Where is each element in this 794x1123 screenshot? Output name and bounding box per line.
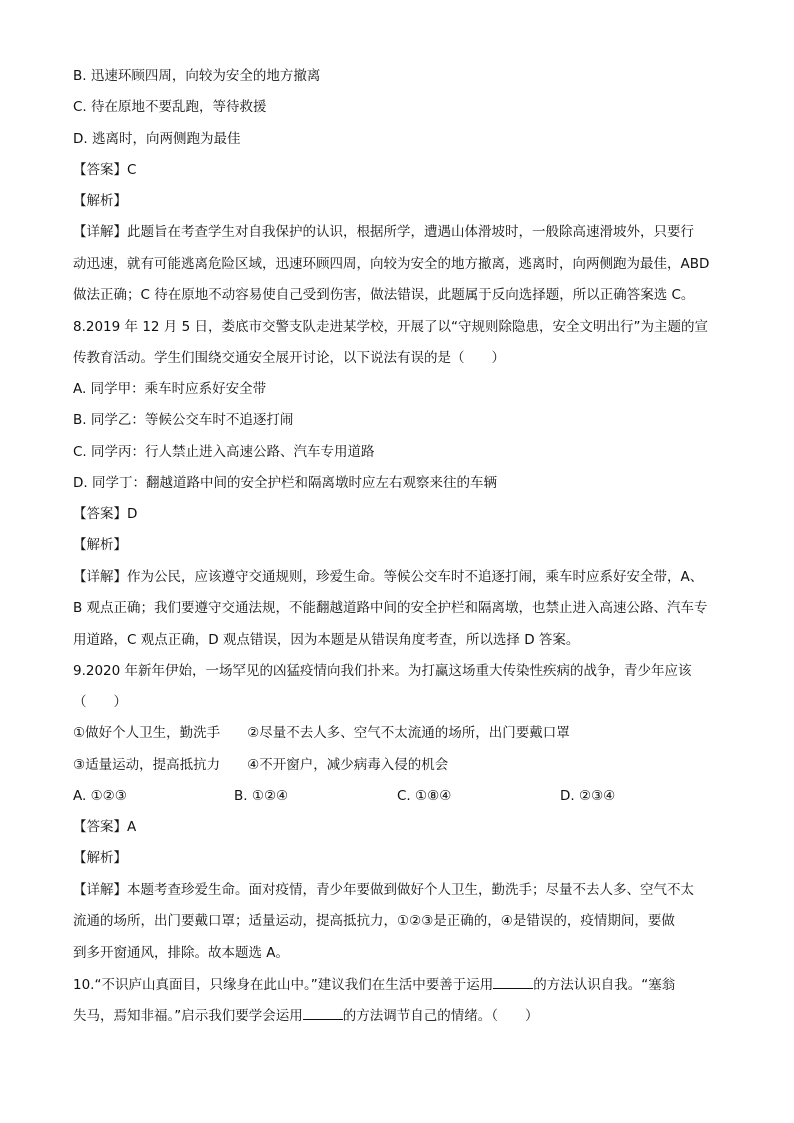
question-10-text: 的方法调节自己的情绪。（ ） (342, 1008, 539, 1024)
answer-blank (303, 1006, 343, 1020)
statement-line: ①做好个人卫生，勤洗手 ②尽量不去人多、空气不太流通的场所，出门要戴口罩 (73, 725, 570, 741)
analysis-heading: 【解析】 (73, 537, 127, 553)
question-8-stem: 传教育活动。学生们围绕交通安全展开讨论，以下说法有误的是（ ） (73, 350, 505, 366)
question-10-text: 10.“不识庐山真面目，只缘身在此山中。”建议我们在生活中要善于运用 (73, 977, 494, 993)
explanation-line: 流通的场所，出门要戴口罩；适量运动，提高抵抗力，①②③是正确的，④是错误的，疫情期间，要做 (73, 913, 675, 929)
option-b-line: B. 迅速环顾四周，向较为安全的地方撤离 (73, 68, 321, 84)
option-c-line: C. 同学丙：行人禁止进入高速公路、汽车专用道路 (73, 444, 375, 460)
option-d-line: D. 同学丁：翻越道路中间的安全护栏和隔离墩时应左右观察来往的车辆 (73, 475, 497, 491)
answer-blank (493, 975, 533, 989)
option-c: C. ①⑧④ (397, 788, 452, 804)
option-a-line: A. 同学甲：乘车时应系好安全带 (73, 381, 267, 397)
question-10-stem (73, 975, 723, 994)
question-10-stem (73, 1006, 723, 1025)
question-10-text: 失马，焉知非福。”启示我们要学会运用 (73, 1008, 303, 1024)
option-a: A. ①②③ (73, 788, 127, 804)
explanation-line: B 观点正确；我们要遵守交通法规，不能翻越道路中间的安全护栏和隔离墩，也禁止进入高速公路、汽车专 (73, 600, 708, 616)
statement-line: ③适量运动，提高抵抗力 ④不开窗户，减少病毒入侵的机会 (73, 757, 449, 773)
option-b-line: B. 同学乙：等候公交车时不追逐打闹 (73, 412, 294, 428)
explanation-line: 【详解】作为公民，应该遵守交通规则，珍爱生命。等候公交车时不追逐打闹，乘车时应系好安全带，A、 (73, 569, 704, 585)
explanation-line: 用道路，C 观点正确，D 观点错误，因为本题是从错误角度考查，所以选择 D 答案。 (73, 632, 580, 648)
explanation-line: 【详解】本题考查珍爱生命。面对疫情，青少年要做到做好个人卫生，勤洗手；尽量不去人多、空气不太 (73, 882, 694, 898)
analysis-heading: 【解析】 (73, 193, 127, 209)
option-b: B. ①②④ (234, 788, 289, 804)
option-d: D. ②③④ (560, 788, 616, 804)
option-c-line: C. 待在原地不要乱跑，等待救援 (73, 99, 267, 115)
answer-line: 【答案】A (73, 819, 137, 835)
question-9-stem: 9.2020 年新年伊始，一场罕见的凶猛疫情向我们扑来。为打赢这场重大传染性疾病的战争，青少年应该 (73, 663, 692, 679)
answer-line: 【答案】D (73, 506, 138, 522)
question-8-stem: 8.2019 年 12 月 5 日，娄底市交警支队走进某学校，开展了以“守规则除隐患，安全文明出行”为主题的宣 (73, 319, 708, 335)
explanation-line: 动迅速，就有可能逃离危险区域，迅速环顾四周，向较为安全的地方撤离，逃离时，向两侧跑为最佳，ABD (73, 256, 710, 272)
question-9-stem: （ ） (73, 694, 127, 710)
question-9-options (73, 787, 723, 805)
option-d-line: D. 逃离时，向两侧跑为最佳 (73, 131, 241, 147)
explanation-line: 到多开窗通风，排除。故本题选 A。 (73, 945, 290, 961)
analysis-heading: 【解析】 (73, 850, 127, 866)
answer-line: 【答案】C (73, 162, 137, 178)
explanation-line: 【详解】此题旨在考查学生对自我保护的认识，根据所学，遭遇山体滑坡时，一般除高速滑坡外，只要行 (73, 224, 694, 240)
question-10-text: 的方法认识自我。“塞翁 (533, 977, 676, 993)
explanation-line: 做法正确；C 待在原地不动容易使自己受到伤害，做法错误，此题属于反向选择题，所以正确答案选 C。 (73, 287, 695, 303)
